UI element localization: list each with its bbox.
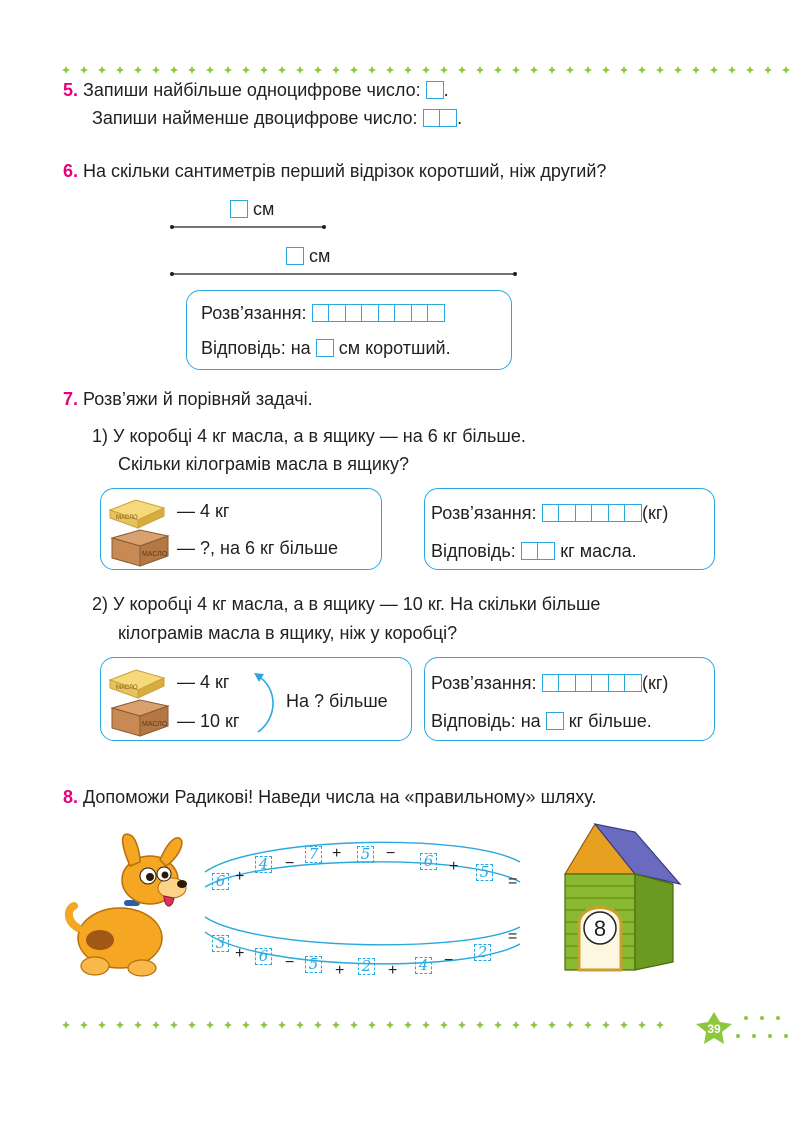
svg-text:МАСЛО: МАСЛО bbox=[142, 551, 168, 558]
task7-p2-line1: 2) У коробці 4 кг масла, а в ящику — 10 кг. На скільки більше bbox=[92, 594, 601, 614]
svg-text:МАСЛО: МАСЛО bbox=[116, 515, 138, 521]
bottom-equals: = bbox=[508, 928, 518, 945]
answer-cell[interactable] bbox=[426, 81, 444, 99]
svg-text:МАСЛО: МАСЛО bbox=[116, 685, 138, 691]
compare-bracket bbox=[252, 668, 282, 738]
p2-crate-value: — 10 кг bbox=[177, 711, 240, 731]
path-operator: − bbox=[444, 952, 454, 969]
path-operator: − bbox=[386, 845, 396, 862]
task5-text2: Запиши найменше двоцифрове число: bbox=[92, 108, 418, 128]
path-number-tile[interactable]: 2 bbox=[474, 944, 491, 961]
p2-answer: Відповідь: на кг більше. bbox=[431, 711, 652, 731]
answer-cell[interactable] bbox=[230, 200, 248, 218]
svg-text:МАСЛО: МАСЛО bbox=[142, 721, 168, 728]
path-operator: + bbox=[235, 868, 245, 885]
task5-text1: Запиши найбільше одноцифрове число: bbox=[83, 80, 421, 100]
task7-p1-line1: 1) У коробці 4 кг масла, а в ящику — на 6 кг більше. bbox=[92, 426, 526, 446]
task7-p2-line2: кілограмів масла в ящику, ніж у коробці? bbox=[118, 623, 458, 643]
answer-cell[interactable] bbox=[286, 247, 304, 265]
path-operator: + bbox=[449, 858, 459, 875]
path-operator: + bbox=[332, 845, 342, 862]
path-operator: + bbox=[235, 945, 245, 962]
path-number-tile[interactable]: 5 bbox=[305, 956, 322, 973]
dog-illustration bbox=[60, 828, 190, 978]
segment2-label: см bbox=[286, 245, 330, 267]
task7-p1-line2: Скільки кілограмів масла в ящику? bbox=[118, 454, 409, 474]
task6-solution: Розв’язання: bbox=[201, 302, 445, 324]
path-number-tile[interactable]: 5 bbox=[357, 846, 374, 863]
path-number-tile[interactable]: 5 bbox=[476, 864, 493, 881]
task5-line1: 5. Запиши найбільше одноцифрове число: . bbox=[63, 80, 449, 100]
path-number-tile[interactable]: 2 bbox=[358, 958, 375, 975]
path-operator: + bbox=[388, 962, 398, 979]
doghouse-number: 8 bbox=[593, 916, 607, 941]
task7-title: 7. Розв’яжи й порівняй задачі. bbox=[63, 389, 313, 409]
p2-compare-label: На ? більше bbox=[286, 691, 388, 711]
path-number-tile[interactable]: 4 bbox=[255, 856, 272, 873]
segment1-label: см bbox=[230, 198, 274, 220]
top-dotted-border bbox=[0, 64, 800, 76]
path-operator: − bbox=[285, 855, 295, 872]
p1-crate-value: — ?, на 6 кг більше bbox=[177, 538, 339, 558]
doghouse-illustration bbox=[535, 820, 685, 980]
top-equals: = bbox=[508, 873, 518, 890]
butter-icons bbox=[106, 660, 172, 740]
butter-icons bbox=[106, 490, 172, 570]
page-number: 39 bbox=[707, 1022, 721, 1036]
task5-number: 5. bbox=[63, 80, 79, 100]
solution-cells[interactable] bbox=[312, 304, 446, 322]
p2-solution: Розв’язання: (кг) bbox=[431, 673, 669, 693]
answer-cells[interactable] bbox=[521, 542, 556, 560]
p1-answer: Відповідь: кг масла. bbox=[431, 541, 637, 561]
task8-title: 8. Допоможи Радикові! Наведи числа на «правильному» шляху. bbox=[63, 787, 597, 807]
path-number-tile[interactable]: 7 bbox=[305, 846, 322, 863]
path-number-tile[interactable]: 4 bbox=[415, 957, 432, 974]
path-number-tile[interactable]: 3 bbox=[212, 935, 229, 952]
answer-cell[interactable] bbox=[316, 339, 334, 357]
p2-box-value: — 4 кг bbox=[177, 672, 230, 692]
path-number-tile[interactable]: 6 bbox=[212, 873, 229, 890]
task6-question: 6. На скільки сантиметрів перший відрізок коротший, ніж другий? bbox=[63, 161, 607, 181]
answer-cells[interactable] bbox=[423, 109, 458, 127]
solution-cells[interactable] bbox=[542, 674, 643, 692]
path-number-tile[interactable]: 6 bbox=[255, 948, 272, 965]
segments bbox=[168, 222, 528, 282]
p1-box-value: — 4 кг bbox=[177, 501, 230, 521]
task6-answer: Відповідь: на см коротший. bbox=[201, 338, 451, 358]
p1-solution: Розв’язання: (кг) bbox=[431, 503, 669, 523]
path-operator: − bbox=[285, 954, 295, 971]
answer-cell[interactable] bbox=[546, 712, 564, 730]
page-number-badge bbox=[676, 1006, 796, 1056]
solution-cells[interactable] bbox=[542, 504, 643, 522]
path-number-tile[interactable]: 6 bbox=[420, 853, 437, 870]
task5-line2: Запиши найменше двоцифрове число: . bbox=[92, 108, 463, 128]
path-operator: + bbox=[335, 962, 345, 979]
